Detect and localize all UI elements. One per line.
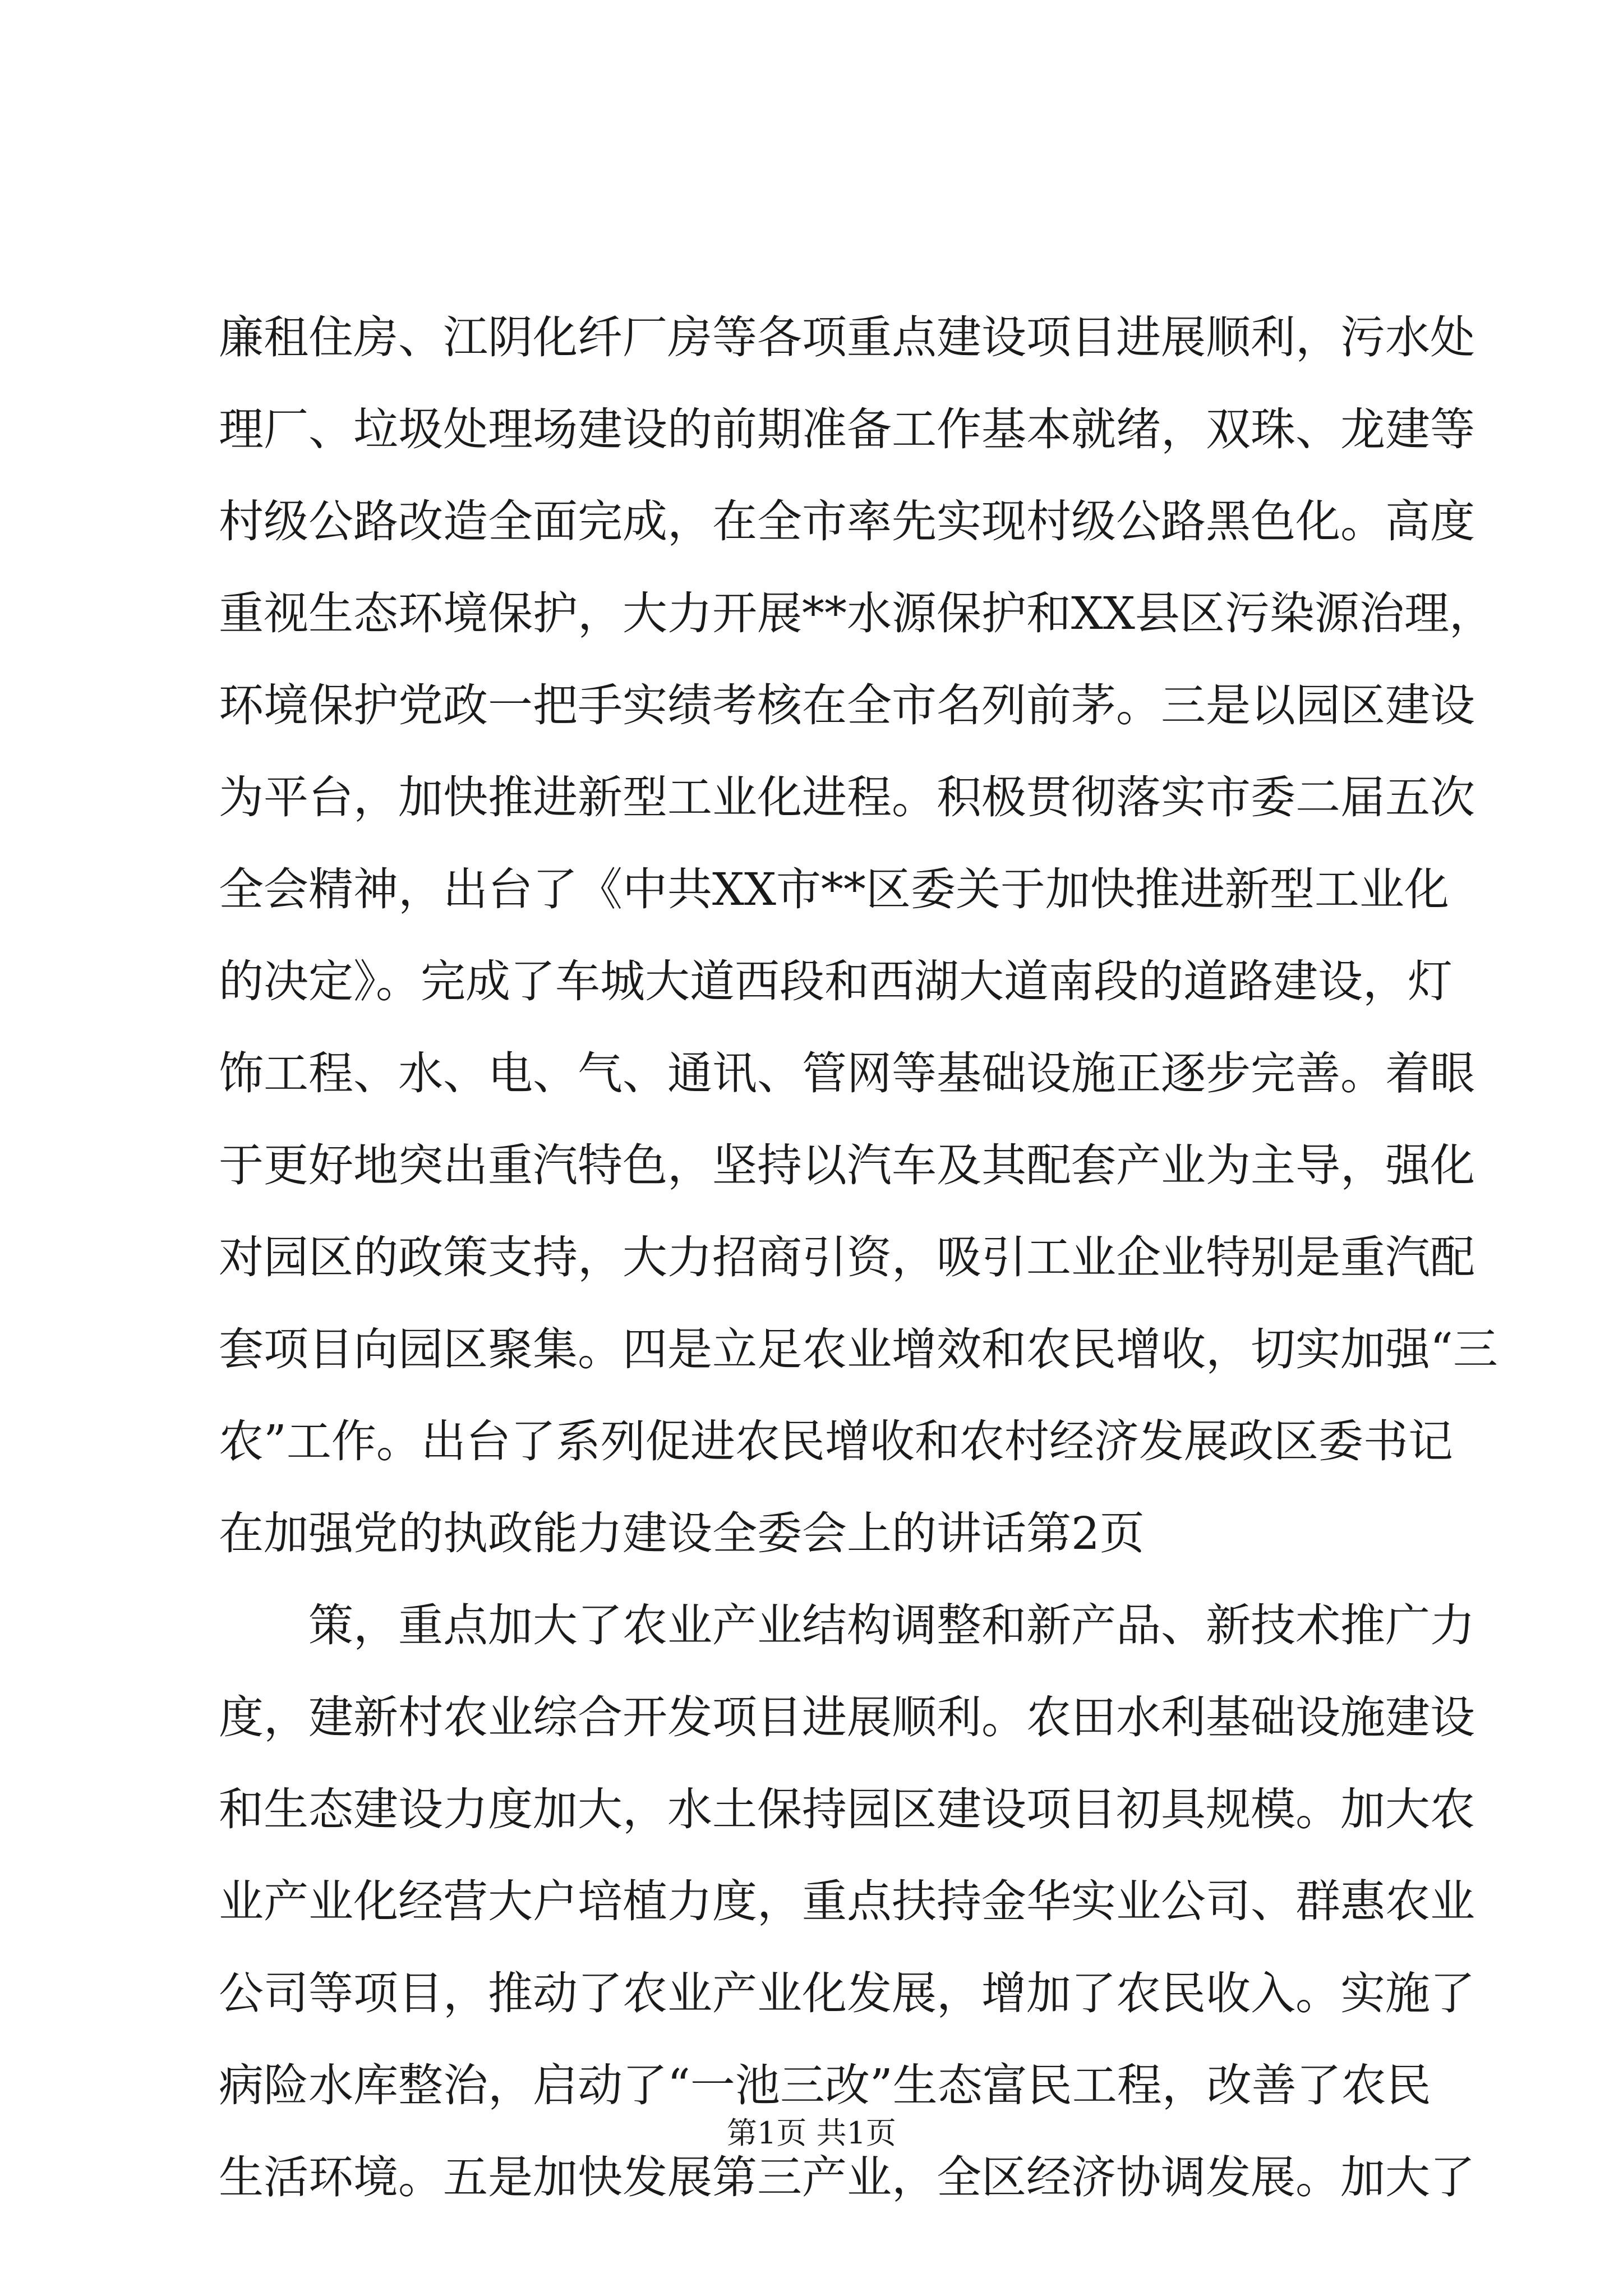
text-line: 套项目向园区聚集。四是立足农业增效和农民增收，切实加强“三 <box>219 1323 1498 1375</box>
text-line: 在加强党的执政能力建设全委会上的讲话第2页 <box>219 1507 1145 1559</box>
text-line: 公司等项目，推动了农业产业化发展，增加了农民收入。实施了 <box>219 1967 1475 2019</box>
text-line: 度，建新村农业综合开发项目进展顺利。农田水利基础设施建设 <box>219 1691 1475 1743</box>
text-line: 生活环境。五是加快发展第三产业，全区经济协调发展。加大了 <box>219 2151 1475 2203</box>
text-line: 村级公路改造全面完成，在全市率先实现村级公路黑色化。高度 <box>219 495 1475 547</box>
text-line: 于更好地突出重汽特色，坚持以汽车及其配套产业为主导，强化 <box>219 1139 1475 1191</box>
text-line: 和生态建设力度加大，水土保持园区建设项目初具规模。加大农 <box>219 1783 1475 1835</box>
text-line: 病险水库整治，启动了“一池三改”生态富民工程，改善了农民 <box>219 2059 1431 2111</box>
paragraph-first-line: 策，重点加大了农业产业结构调整和新产品、新技术推广力 <box>308 1599 1475 1651</box>
text-line: 对园区的政策支持，大力招商引资，吸引工业企业特别是重汽配 <box>219 1231 1475 1283</box>
text-line: 为平台，加快推进新型工业化进程。积极贯彻落实市委二届五次 <box>219 771 1475 823</box>
page-footer: 第1页 共1页 <box>727 2115 896 2151</box>
text-line: 全会精神，出台了《中共XX市**区委关于加快推进新型工业化 <box>219 863 1449 915</box>
text-line: 的决定》。完成了车城大道西段和西湖大道南段的道路建设，灯 <box>219 955 1453 1007</box>
text-line: 理厂、垃圾处理场建设的前期准备工作基本就绪，双珠、龙建等 <box>219 403 1475 455</box>
text-line: 农”工作。出台了系列促进农民增收和农村经济发展政区委书记 <box>219 1415 1453 1467</box>
text-line: 饰工程、水、电、气、通讯、管网等基础设施正逐步完善。着眼 <box>219 1047 1475 1099</box>
text-line: 重视生态环境保护，大力开展**水源保护和XX县区污染源治理， <box>219 587 1494 639</box>
document-body <box>219 292 1498 2224</box>
text-line: 业产业化经营大户培植力度，重点扶持金华实业公司、群惠农业 <box>219 1875 1475 1927</box>
text-line: 环境保护党政一把手实绩考核在全市名列前茅。三是以园区建设 <box>219 679 1475 731</box>
text-line: 廉租住房、江阴化纤厂房等各项重点建设项目进展顺利，污水处 <box>219 311 1475 364</box>
